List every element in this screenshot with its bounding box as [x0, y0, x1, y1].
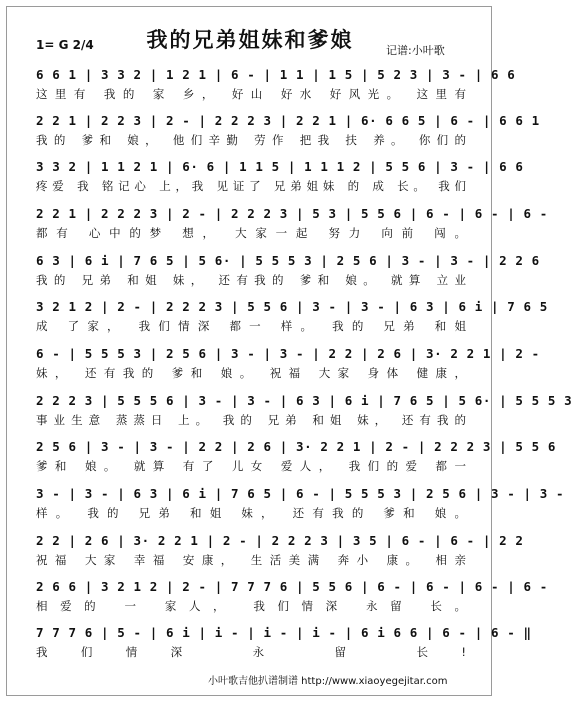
score-line: [36, 436, 557, 474]
score-line: [36, 622, 532, 660]
score-line: [36, 483, 565, 521]
score-line: [36, 530, 524, 568]
lyrics-line: 爹和 娘。 就算 有了 儿女 爱人， 我们的爱 都一: [36, 459, 466, 473]
notes-line: 2 6 6 | 3 2 1 2 | 2 - | 7 7 7 6 | 5 5 6 | 6 - | 6 - | 6 - | 6 -: [36, 579, 548, 594]
lyrics-line: 都有 心中的梦 想， 大家一起 努力 向前 闯。: [36, 226, 466, 240]
notes-line: 3 - | 3 - | 6 3 | 6 i | 7 6 5 | 6 - | 5 5 5 3 | 2 5 6 | 3 - | 3 -: [36, 486, 565, 501]
song-title: 我的兄弟姐妹和爹娘: [146, 28, 354, 52]
score-line: [36, 390, 572, 428]
score-line: [36, 64, 516, 102]
notes-line: 2 2 1 | 2 2 2 3 | 2 - | 2 2 2 3 | 5 3 | 5 5 6 | 6 - | 6 - | 6 -: [36, 206, 548, 221]
lyrics-line: 疼爱 我 铭记心 上，我 见证了 兄弟姐妹 的 成 长。 我们: [36, 179, 466, 193]
notes-line: 2 2 1 | 2 2 3 | 2 - | 2 2 2 3 | 2 2 1 | 6· 6 6 5 | 6 - | 6 6 1: [36, 113, 540, 128]
lyrics-line: 祝福 大家 幸福 安康， 生活美满 奔小 康。 相亲: [36, 553, 466, 567]
lyrics-line: 我的 兄弟 和姐 妹， 还有我的 爹和 娘。 就算 立业: [36, 273, 466, 287]
lyrics-line: 妹， 还有我的 爹和 娘。 祝福 大家 身体 健康，: [36, 366, 466, 380]
score-line: [36, 110, 540, 148]
score-line: [36, 296, 548, 334]
lyrics-line: 成 了家， 我们情深 都一 样。 我的 兄弟 和姐: [36, 319, 466, 333]
lyrics-line: 我的 爹和 娘， 他们辛勤 劳作 把我 扶 养。 你们的: [36, 133, 466, 147]
score-line: [36, 343, 540, 381]
footer-credit: 小叶歌吉他扒谱制谱 http://www.xiaoyegejitar.com: [208, 676, 448, 687]
score-line: [36, 156, 524, 194]
key-signature: 1= G 2/4: [36, 38, 94, 52]
lyrics-line: 相爱的 一 家人， 我们情深 永留 长。: [36, 599, 466, 613]
score-line: [36, 576, 548, 614]
notes-line: 3 3 2 | 1 1 2 1 | 6· 6 | 1 1 5 | 1 1 1 2 | 5 5 6 | 3 - | 6 6: [36, 159, 524, 174]
notes-line: 2 5 6 | 3 - | 3 - | 2 2 | 2 6 | 3· 2 2 1 | 2 - | 2 2 2 3 | 5 5 6: [36, 439, 557, 454]
lyrics-line: 样。 我的 兄弟 和姐 妹， 还有我的 爹和 娘。: [36, 506, 466, 520]
notes-line: 2 2 | 2 6 | 3· 2 2 1 | 2 - | 2 2 2 3 | 3 5 | 6 - | 6 - | 2 2: [36, 533, 524, 548]
lyrics-line: 事业生意 蒸蒸日 上。 我的 兄弟 和姐 妹， 还有我的: [36, 413, 466, 427]
score-line: [36, 203, 548, 241]
transcriber-credit: 记谱:小叶歌: [386, 44, 445, 57]
notes-line: 2 2 2 3 | 5 5 5 6 | 3 - | 3 - | 6 3 | 6 i | 7 6 5 | 5 6· | 5 5 5 3: [36, 393, 572, 408]
notes-line: 3 2 1 2 | 2 - | 2 2 2 3 | 5 5 6 | 3 - | 3 - | 6 3 | 6 i | 7 6 5: [36, 299, 548, 314]
notes-line: 6 - | 5 5 5 3 | 2 5 6 | 3 - | 3 - | 2 2 | 2 6 | 3· 2 2 1 | 2 -: [36, 346, 540, 361]
lyrics-line: 我们情深 永 留 长!: [36, 645, 466, 659]
notes-line: 6 3 | 6 i | 7 6 5 | 5 6· | 5 5 5 3 | 2 5 6 | 3 - | 3 - | 2 2 6: [36, 253, 540, 268]
score-line: [36, 250, 540, 288]
notes-line: 7 7 7 6 | 5 - | 6 i | i - | i - | i - | 6 i 6 6 | 6 - | 6 - ‖: [36, 625, 532, 640]
notes-line: 6 6 1 | 3 3 2 | 1 2 1 | 6 - | 1 1 | 1 5 | 5 2 3 | 3 - | 6 6: [36, 67, 516, 82]
lyrics-line: 这里有 我的 家 乡， 好山 好水 好风光。 这里有: [36, 87, 466, 101]
